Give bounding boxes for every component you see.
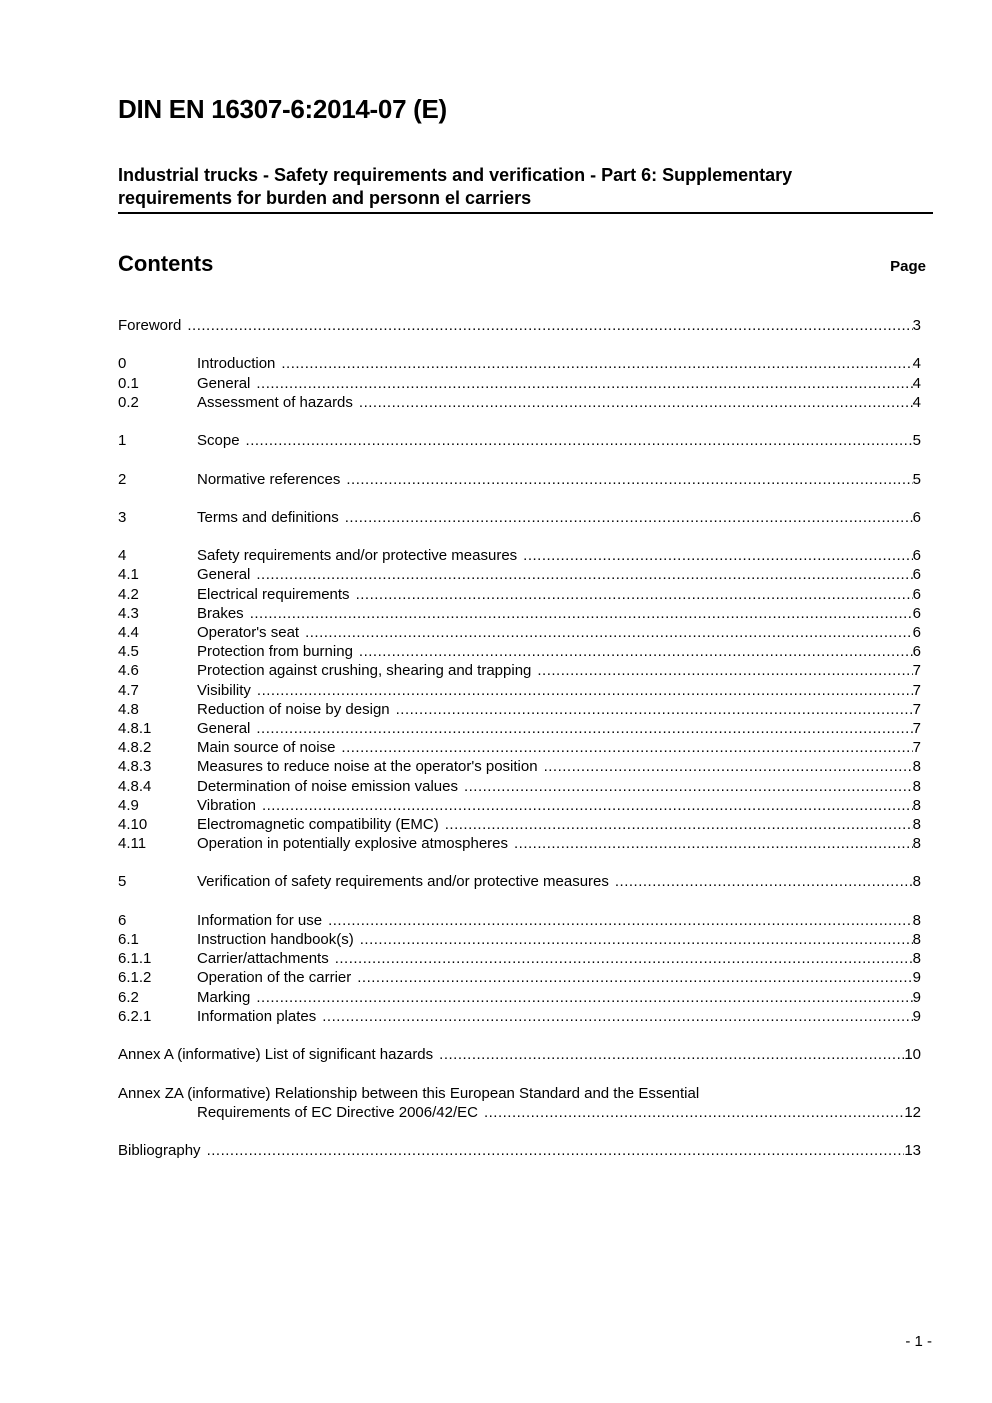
toc-entry-annex-za[interactable] <box>118 1084 921 1122</box>
toc-entry-4-11[interactable] <box>118 834 921 853</box>
toc-section-number: 0.2 <box>118 393 139 411</box>
toc-entry-text: Marking <box>197 988 251 1006</box>
toc-entry-text: General <box>197 719 251 737</box>
toc-page-number: 8 <box>912 873 921 891</box>
toc-leader-dots <box>345 508 913 527</box>
toc-leader-dots <box>615 872 913 891</box>
toc-leader-dots <box>544 757 913 776</box>
toc-section-number: 6.2 <box>118 988 139 1006</box>
toc-entry-6-1-2[interactable] <box>118 968 921 987</box>
toc-leader-dots <box>328 911 913 930</box>
toc-entry-text: Annex ZA (informative) Relationship between this European Standard and the Essential <box>118 1084 700 1102</box>
toc-entry-text: Verification of safety requirements and/or protective measures <box>197 873 609 891</box>
toc-page-number: 4 <box>912 374 921 392</box>
toc-page-number: 7 <box>912 662 921 680</box>
toc-entry-bibliography[interactable] <box>118 1141 921 1160</box>
toc-page-number: 5 <box>912 432 921 450</box>
toc-entry-text: Vibration <box>197 796 256 814</box>
toc-leader-dots <box>335 949 913 968</box>
toc-entry-4-7[interactable] <box>118 681 921 700</box>
toc-entry-text: Operation of the carrier <box>197 969 352 987</box>
toc-section-number: 4.11 <box>118 835 147 853</box>
toc-section-number: 6.1.1 <box>118 950 152 968</box>
toc-section-number: 2 <box>118 470 127 488</box>
toc-entry-5[interactable] <box>118 872 921 891</box>
toc-section-number: 4.7 <box>118 681 139 699</box>
toc-entry-6-2-1[interactable] <box>118 1007 921 1026</box>
toc-section-number: 3 <box>118 508 127 526</box>
toc-leader-dots <box>262 796 913 815</box>
toc-entry-text: Visibility <box>197 681 251 699</box>
toc-page-number: 8 <box>912 911 921 929</box>
toc-entry-4[interactable] <box>118 546 921 565</box>
page-column-heading: Page <box>890 258 926 275</box>
toc-page-number: 7 <box>912 681 921 699</box>
toc-page-number: 6 <box>912 566 921 584</box>
toc-entry-text: Operator's seat <box>197 624 300 641</box>
toc-leader-dots <box>256 988 912 1007</box>
toc-page-number: 13 <box>904 1142 921 1160</box>
toc-entry-4-10[interactable] <box>118 815 921 834</box>
toc-entry-4-3[interactable] <box>118 604 921 623</box>
document-title-line-1: Industrial trucks - Safety requirements and verification - Part 6: Supplementary <box>118 165 793 185</box>
toc-entry-text: Introduction <box>197 355 276 373</box>
toc-section-number: 6.1 <box>118 931 139 948</box>
toc-section-number: 4.3 <box>118 604 139 622</box>
toc-entry-6-1[interactable] <box>118 930 921 949</box>
table-of-contents <box>118 316 921 1160</box>
toc-section-number: 6.2.1 <box>118 1007 152 1025</box>
document-title-line-2: requirements for burden and personn el carriers <box>118 188 532 208</box>
toc-section-number: 4.4 <box>118 624 139 641</box>
toc-leader-dots <box>523 546 913 565</box>
toc-page-number: 12 <box>904 1103 921 1121</box>
toc-entry-text: Protection against crushing, shearing and trapping <box>197 662 532 680</box>
footer-page-number: - 1 - <box>905 1333 932 1350</box>
toc-leader-dots <box>396 700 913 719</box>
toc-page-number: 4 <box>912 393 921 411</box>
toc-page-number: 9 <box>912 969 921 987</box>
toc-page-number: 10 <box>904 1046 921 1064</box>
toc-entry-foreword[interactable] <box>118 316 921 335</box>
toc-section-number: 4.2 <box>118 585 139 603</box>
toc-entry-text: Electromagnetic compatibility (EMC) <box>197 815 439 833</box>
toc-leader-dots <box>346 470 912 489</box>
toc-leader-dots <box>537 661 912 680</box>
toc-page-number: 8 <box>912 758 921 776</box>
toc-entry-6[interactable] <box>118 911 921 930</box>
toc-page-number: 3 <box>912 317 921 334</box>
toc-entry-text: Scope <box>197 432 240 450</box>
toc-page-number: 8 <box>912 931 921 948</box>
toc-entry-text: Information plates <box>197 1007 317 1025</box>
toc-entry-text: Safety requirements and/or protective measures <box>197 547 518 565</box>
toc-leader-dots <box>246 431 913 450</box>
toc-entry-6-1-1[interactable] <box>118 949 921 968</box>
toc-entry-text-continued: Requirements of EC Directive 2006/42/EC <box>197 1103 478 1121</box>
toc-entry-4-8-1[interactable] <box>118 719 921 738</box>
toc-section-number: 0 <box>118 355 127 373</box>
toc-page-number: 8 <box>912 796 921 814</box>
toc-leader-dots <box>445 815 913 834</box>
document-id: DIN EN 16307-6:2014-07 (E) <box>118 94 447 124</box>
toc-entry-4-5[interactable] <box>118 642 921 661</box>
toc-entry-0[interactable] <box>118 354 921 373</box>
toc-page-number: 6 <box>912 585 921 603</box>
toc-section-number: 4.1 <box>118 566 139 584</box>
toc-entry-1[interactable] <box>118 431 921 450</box>
document-title <box>118 164 933 214</box>
toc-leader-dots <box>187 316 912 335</box>
toc-section-number: 6.1.2 <box>118 969 152 987</box>
toc-section-number: 4.9 <box>118 796 139 814</box>
toc-leader-dots <box>256 565 912 584</box>
toc-entry-text: Protection from burning <box>197 643 353 661</box>
contents-heading: Contents <box>118 251 214 276</box>
toc-entry-text: Foreword <box>118 317 182 334</box>
toc-section-number: 4.8.4 <box>118 777 152 795</box>
toc-entry-text: Assessment of hazards <box>197 393 353 411</box>
toc-leader-dots <box>256 374 912 393</box>
toc-leader-dots <box>250 604 913 623</box>
toc-entry-4-8-4[interactable] <box>118 777 921 796</box>
toc-entry-text: Main source of noise <box>197 739 336 757</box>
toc-section-number: 0.1 <box>118 374 139 392</box>
toc-page-number: 6 <box>912 547 921 565</box>
toc-leader-dots <box>281 354 912 373</box>
toc-page-number: 9 <box>912 988 921 1006</box>
toc-leader-dots <box>514 834 913 853</box>
toc-entry-4-2[interactable] <box>118 585 921 604</box>
toc-entry-3[interactable] <box>118 508 921 527</box>
toc-leader-dots <box>341 738 912 757</box>
toc-section-number: 4 <box>118 547 127 565</box>
toc-leader-dots <box>257 681 913 700</box>
toc-entry-annex-a[interactable] <box>118 1045 921 1064</box>
toc-page-number: 6 <box>912 508 921 526</box>
toc-leader-dots <box>439 1045 904 1064</box>
toc-leader-dots <box>359 393 913 412</box>
toc-entry-6-2[interactable] <box>118 988 921 1007</box>
toc-entry-4-8-2[interactable] <box>118 738 921 757</box>
toc-page-number: 7 <box>912 739 921 757</box>
toc-page-number: 6 <box>912 624 921 641</box>
toc-page-number: 8 <box>912 835 921 853</box>
toc-leader-dots <box>357 968 912 987</box>
toc-page-number: 5 <box>912 470 921 488</box>
toc-leader-dots <box>359 642 913 661</box>
toc-entry-text: Measures to reduce noise at the operator's position <box>197 758 538 776</box>
toc-entry-text: Determination of noise emission values <box>197 777 458 795</box>
toc-section-number: 4.5 <box>118 643 139 661</box>
toc-entry-text: General <box>197 374 251 392</box>
toc-leader-dots <box>256 719 912 738</box>
toc-entry-text: Reduction of noise by design <box>197 700 390 718</box>
toc-section-number: 4.8.3 <box>118 758 152 776</box>
toc-leader-dots <box>360 930 913 949</box>
toc-page-number: 7 <box>912 719 921 737</box>
toc-entry-text: Operation in potentially explosive atmospheres <box>197 835 509 853</box>
toc-leader-dots <box>207 1141 905 1160</box>
toc-leader-dots <box>356 585 913 604</box>
toc-page-number: 4 <box>912 355 921 373</box>
toc-section-number: 4.8.1 <box>118 719 152 737</box>
toc-leader-dots <box>305 623 913 642</box>
toc-leader-dots <box>322 1007 912 1026</box>
toc-page-number: 8 <box>912 815 921 833</box>
toc-leader-dots <box>484 1103 904 1122</box>
toc-entry-4-9[interactable] <box>118 796 921 815</box>
toc-section-number: 6 <box>118 911 127 929</box>
toc-section-number: 1 <box>118 432 127 450</box>
toc-page-number: 8 <box>912 950 921 968</box>
toc-section-number: 5 <box>118 873 127 891</box>
toc-entry-4-1[interactable] <box>118 565 921 584</box>
toc-section-number: 4.8.2 <box>118 739 152 757</box>
toc-page-number: 6 <box>912 643 921 661</box>
toc-entry-4-8[interactable] <box>118 700 921 719</box>
toc-leader-dots <box>464 777 913 796</box>
toc-section-number: 4.10 <box>118 815 148 833</box>
toc-entry-text: General <box>197 566 251 584</box>
toc-entry-2[interactable] <box>118 470 921 489</box>
toc-entry-text: Instruction handbook(s) <box>197 931 354 948</box>
toc-page-number: 8 <box>912 777 921 795</box>
toc-entry-4-8-3[interactable] <box>118 757 921 776</box>
toc-entry-text: Annex A (informative) List of significant hazards <box>118 1046 434 1064</box>
toc-entry-text: Information for use <box>197 911 323 929</box>
toc-section-number: 4.8 <box>118 700 139 718</box>
toc-entry-4-6[interactable] <box>118 661 921 680</box>
toc-entry-4-4[interactable] <box>118 623 921 642</box>
toc-entry-text: Bibliography <box>118 1142 201 1160</box>
toc-entry-text: Brakes <box>197 604 244 622</box>
toc-entry-0-1[interactable] <box>118 374 921 393</box>
toc-entry-text: Normative references <box>197 470 341 488</box>
toc-entry-text: Carrier/attachments <box>197 950 329 968</box>
toc-entry-text: Terms and definitions <box>197 508 339 526</box>
toc-page-number: 7 <box>912 700 921 718</box>
toc-page-number: 6 <box>912 604 921 622</box>
toc-entry-0-2[interactable] <box>118 393 921 412</box>
toc-page-number: 9 <box>912 1007 921 1025</box>
toc-entry-text: Electrical requirements <box>197 585 350 603</box>
toc-section-number: 4.6 <box>118 662 139 680</box>
